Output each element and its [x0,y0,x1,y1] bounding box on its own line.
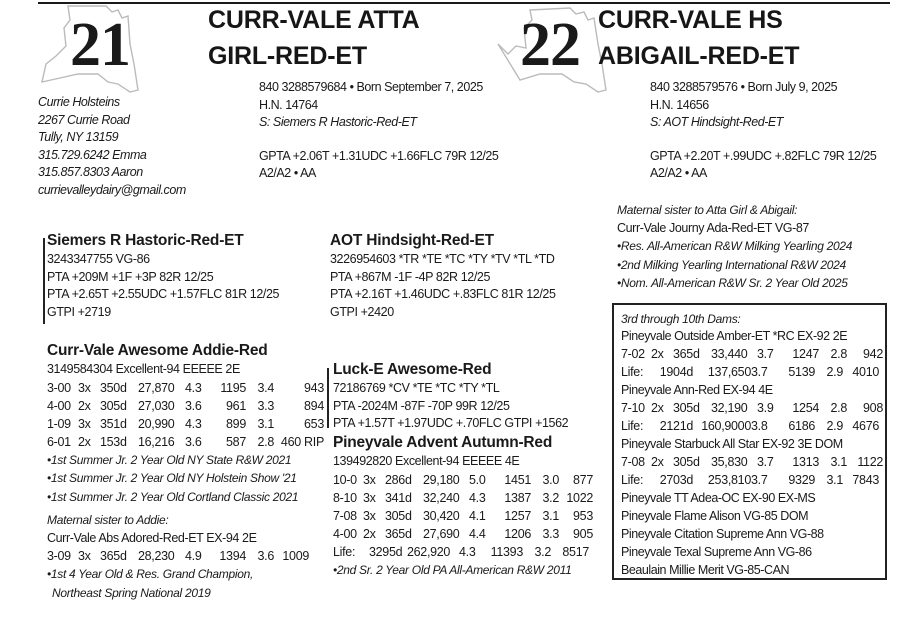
granddam-record-row-cell: 3.2 [542,490,559,505]
dam-record-row-cell: 961 [226,398,246,413]
dam3-life-row-cell: 5139 [788,365,815,379]
dam4-record-row-cell: 7-10 [621,401,645,415]
dam-record-row-cell: 4.3 [185,416,202,431]
sire21-line-2: PTA +209M +1F +3P 82R 12/25 [47,269,214,284]
granddam-life-row-cell: Life: [333,544,356,559]
dam-record-row-cell: 3.6 [185,434,202,449]
dam3-record-row-cell: 7-02 [621,347,645,361]
granddam-record-row-cell: 1257 [504,508,531,523]
mgs-name: Luck-E Awesome-Red [333,361,492,378]
maternal-addie-record-row-cell: 28,230 [138,549,175,563]
maternal-addie-record [47,547,337,565]
dam-record-row-cell: 350d [100,380,127,395]
granddam-id-line: 139492820 Excellent-94 EEEEE 4E [333,454,520,468]
lot-number-22: 22 [520,11,580,79]
dam-records [47,379,327,451]
consignor-address2: Tully, NY 13159 [38,130,119,144]
dam3-life-row-cell: Life: [621,365,644,379]
maternal-addie-record-row-cell: 3-09 [47,549,71,563]
lot22-gpta: GPTA +2.20T +.99UDC +.82FLC 79R 12/25 [650,148,877,163]
granddam-record-row-cell: 2x [363,526,376,541]
granddam-record-row [333,525,613,543]
granddam-record-row-cell: 953 [573,508,593,523]
dam3-record-row-cell: 2x [651,347,664,361]
lot21-reg-born: 840 3288579684 • Born September 7, 2025 [259,80,483,94]
dam-block [47,341,327,506]
granddam-life-row [333,543,613,561]
dam4-record-row-cell: 305d [673,401,700,415]
granddam-record-row-cell: 877 [573,472,593,487]
granddam-record-row-cell: 3x [363,490,376,505]
lot21-title-line1: CURR-VALE ATTA [208,6,420,34]
granddam-record-row-cell: 10-0 [333,472,357,487]
sire21-line-4: GTPI +2719 [47,304,111,319]
dam-record-row-cell: 3.1 [257,416,274,431]
dam-record-row-cell: 4.3 [185,380,202,395]
dam-record-row-cell: 943 [304,380,324,395]
dam4-record-row [621,399,883,417]
maternal-addie-label: Maternal sister to Addie: [47,513,169,527]
dam-record-row-cell: 2x [78,434,91,449]
dam4-life-row-cell: Life: [621,419,644,433]
dam5-life-row [621,471,883,489]
dam4-record-row-cell: 1254 [792,401,819,415]
consignor-email: currievalleydairy@gmail.com [38,182,186,197]
dam-id-line: 3149584304 Excellent-94 EEEEE 2E [47,362,240,376]
lot22-sire: S: AOT Hindsight-Red-ET [650,115,783,129]
sire22-name: AOT Hindsight-Red-ET [330,232,494,249]
mgs-line-3: PTA +1.57T +1.97UDC +.70FLC GTPI +1562 [333,416,569,430]
dam3-record-row [621,345,883,363]
dam4-life-row-cell: 4676 [852,419,879,433]
maternal-addie-name: Curr-Vale Abs Adored-Red-ET EX-94 2E [47,530,257,545]
lot-number-21: 21 [70,11,130,79]
mgs-line-1: 72186769 *CV *TE *TC *TY *TL [333,381,500,395]
dam4-name: Pineyvale Ann-Red EX-94 4E [621,383,773,397]
granddam-record-row-cell: 3.0 [542,472,559,487]
lot22-title-line1: CURR-VALE HS [598,6,783,34]
sire22-line-3: PTA +2.16T +1.46UDC +.83FLC 81R 12/25 [330,287,556,301]
dam5-records [621,453,883,489]
dam7-name: Pineyvale Flame Alison VG-85 DOM [621,509,809,523]
granddam-record-row-cell: 905 [573,526,593,541]
sire21-name: Siemers R Hastoric-Red-ET [47,232,244,249]
dam5-life-row-cell: 9329 [788,473,815,487]
dam5-life-row-cell: 3.1 [826,473,843,487]
dam5-record-row-cell: 305d [673,455,700,469]
dam3-record-row-cell: 2.8 [830,347,847,361]
dam3-record-row-cell: 33,440 [711,347,748,361]
dam-record-row-cell: 2x [78,398,91,413]
dam-record-row [47,415,327,433]
granddam-record-row-cell: 7-08 [333,508,357,523]
dam5-life-row-cell: 253,810 [707,473,751,487]
granddam-record-row-cell: 341d [385,490,412,505]
granddam-life-row-cell: 3.2 [534,544,551,559]
dam4-record-row-cell: 2x [651,401,664,415]
dam3-life-row-cell: 137,650 [707,365,751,379]
dam10-name: Beaulain Millie Merit VG-85-CAN [621,563,790,577]
dam-record-row [47,379,327,397]
granddam-record-row-cell: 3.3 [542,526,559,541]
dam4-life-row-cell: 3.8 [751,419,768,433]
maternal-sister-note-2: •2nd Milking Yearling International R&W 2024 [617,257,846,272]
dam-record-row-cell: 3.6 [185,398,202,413]
dam-record-row-cell: 20,990 [138,416,175,431]
dam-record-row-cell: 351d [100,416,127,431]
dam-record-row-cell: 899 [226,416,246,431]
mgs-line-2: PTA -2024M -87F -70P 99R 12/25 [333,398,510,413]
lot21-title-line2: GIRL-RED-ET [208,42,367,70]
granddam-record-row-cell: 4-00 [333,526,357,541]
dam-record-row-cell: 3.4 [257,380,274,395]
granddam-life-row-cell: 4.3 [459,544,476,559]
dam5-record-row-cell: 1122 [857,455,883,469]
dam-note-3: •1st Summer Jr. 2 Year Old Cortland Classic 2021 [47,489,299,504]
granddam-record-row-cell: 30,420 [423,508,460,523]
dam4-record-row-cell: 908 [863,401,883,415]
granddam-record-row-cell: 4.4 [469,526,486,541]
granddam-records [333,471,613,561]
mgs-block [333,360,603,433]
granddam-record-row [333,471,613,489]
granddam-record-row-cell: 1387 [504,490,531,505]
dam-record-row-cell: 1195 [220,380,246,395]
dam-record-row-cell: 460 RIP [280,434,324,449]
dam5-life-row-cell: Life: [621,473,644,487]
dam5-record-row-cell: 2x [651,455,664,469]
granddam-life-row-cell: 11393 [490,544,523,559]
dam3-record-row-cell: 1247 [792,347,819,361]
dam-record-row-cell: 16,216 [138,434,175,449]
dam3-life-row-cell: 3.7 [751,365,768,379]
granddam-record-row-cell: 4.1 [469,508,486,523]
dam-record-row-cell: 6-01 [47,434,71,449]
lot22-reg-born: 840 3288579576 • Born July 9, 2025 [650,80,838,94]
dam-record-row-cell: 587 [226,434,246,449]
dam5-life-row-cell: 3.7 [751,473,768,487]
granddam-note-1: •2nd Sr. 2 Year Old PA All-American R&W 2011 [333,562,572,577]
dams-box-label: 3rd through 10th Dams: [621,312,741,326]
dam4-life-row-cell: 160,9000 [701,419,751,433]
consignor-address1: 2267 Currie Road [38,112,130,127]
dam4-record-row-cell: 32,190 [711,401,748,415]
granddam-record-row-cell: 3.1 [542,508,559,523]
granddam-record-row [333,489,613,507]
sire22-block [330,231,610,321]
dam8-name: Pineyvale Citation Supreme Ann VG-88 [621,527,824,541]
granddam-record-row-cell: 1206 [504,526,531,541]
maternal-addie-record-row [47,547,337,565]
dam4-life-row [621,417,883,435]
dam3-life-row [621,363,883,381]
dam5-record-row-cell: 35,830 [711,455,748,469]
lot21-hn: H.N. 14764 [259,97,318,112]
maternal-sister-label: Maternal sister to Atta Girl & Abigail: [617,203,798,217]
dam3-record-row-cell: 3.7 [757,347,774,361]
granddam-record-row [333,507,613,525]
dam4-life-row-cell: 6186 [788,419,815,433]
dam3-record-row-cell: 942 [863,347,883,361]
dam3-name: Pineyvale Outside Amber-ET *RC EX-92 2E [621,329,848,343]
sire21-line-3: PTA +2.65T +2.55UDC +1.57FLC 81R 12/25 [47,287,280,301]
maternal-sister-name: Curr-Vale Journy Ada-Red-ET VG-87 [617,220,809,235]
dam5-life-row-cell: 2703d [659,473,693,487]
lot22-info [650,79,910,183]
dam5-record-row-cell: 3.7 [757,455,774,469]
granddam-record-row-cell: 4.3 [469,490,486,505]
dam-note-2: •1st Summer Jr. 2 Year Old NY Holstein Show '21 [47,471,297,485]
granddam-record-row-cell: 305d [385,508,412,523]
granddam-life-row-cell: 262,920 [407,544,451,559]
sire22-line-4: GTPI +2420 [330,304,394,319]
dam-record-row [47,433,327,451]
dam-record-row-cell: 153d [100,434,127,449]
dam-record-row-cell: 4-00 [47,398,71,413]
granddam-record-row-cell: 3x [363,508,376,523]
dam5-record-row-cell: 1313 [792,455,819,469]
lot21-genotype: A2/A2 • AA [259,166,316,180]
granddam-name: Pineyvale Advent Autumn-Red [333,434,553,451]
granddam-record-row-cell: 286d [385,472,412,487]
sire21-bar [43,238,45,324]
dam4-life-row-cell: 2.9 [826,419,843,433]
sire22-line-2: PTA +867M -1F -4P 82R 12/25 [330,269,491,284]
lot21-sire: S: Siemers R Hastoric-Red-ET [259,115,417,129]
dam4-life-row-cell: 2121d [659,419,693,433]
dam5-record-row-cell: 7-08 [621,455,645,469]
consignor-phone1: 315.729.6242 Emma [38,147,147,162]
lot21-gpta: GPTA +2.06T +1.31UDC +1.66FLC 79R 12/25 [259,148,499,163]
granddam-record-row-cell: 29,180 [423,472,460,487]
dam-record-row [47,397,327,415]
lot22-hn: H.N. 14656 [650,97,709,112]
lot22-genotype: A2/A2 • AA [650,166,707,180]
granddam-block [333,433,613,579]
dam3-records [621,345,883,381]
dam-record-row-cell: 1-09 [47,416,71,431]
dam5-record-row [621,453,883,471]
consignor-block [38,94,208,199]
dam-record-row-cell: 3x [78,416,91,431]
maternal-addie-note-1: •1st 4 Year Old & Res. Grand Champion, [47,567,254,581]
dam-note-1: •1st Summer Jr. 2 Year Old NY State R&W 2021 [47,452,292,467]
dam-record-row-cell: 653 [304,416,324,431]
dam3-life-row-cell: 1904d [659,365,693,379]
dam-record-row-cell: 3x [78,380,91,395]
dam-record-row-cell: 305d [100,398,127,413]
dam-record-row-cell: 3.3 [257,398,274,413]
consignor-name: Currie Holsteins [38,95,120,109]
dam4-records [621,399,883,435]
granddam-record-row-cell: 32,240 [423,490,460,505]
granddam-record-row-cell: 5.0 [469,472,486,487]
dam-record-row-cell: 3-00 [47,380,71,395]
maternal-addie-block [47,511,337,602]
sire22-line-1: 3226954603 *TR *TE *TC *TY *TV *TL *TD [330,252,555,266]
granddam-record-row-cell: 3x [363,472,376,487]
dam-record-row-cell: 27,870 [138,380,175,395]
dam3-life-row-cell: 4010 [852,365,879,379]
lot21-info [259,79,599,183]
maternal-addie-record-row-cell: 3x [78,549,91,563]
mgs-bar [327,368,329,428]
dam6-name: Pineyvale TT Adea-OC EX-90 EX-MS [621,491,816,505]
granddam-record-row-cell: 1451 [504,472,531,487]
maternal-sister-note-1: •Res. All-American R&W Milking Yearling 2024 [617,239,853,253]
dams-box [612,303,887,580]
maternal-sister-block [617,201,907,293]
sire21-line-1: 3243347755 VG-86 [47,252,150,266]
granddam-life-row-cell: 3295d [369,544,403,559]
maternal-addie-record-row-cell: 1394 [219,549,246,563]
dam4-record-row-cell: 3.9 [757,401,774,415]
granddam-record-row-cell: 365d [385,526,412,541]
maternal-addie-record-row-cell: 365d [100,549,127,563]
maternal-addie-record-row-cell: 4.9 [185,549,202,563]
maternal-addie-record-row-cell: 1009 [282,549,309,563]
dam5-name: Pineyvale Starbuck All Star EX-92 3E DOM [621,437,843,451]
granddam-record-row-cell: 8-10 [333,490,357,505]
sire21-block [47,231,327,321]
lot22-title-line2: ABIGAIL-RED-ET [598,42,800,70]
granddam-life-row-cell: 8517 [562,544,589,559]
maternal-sister-note-3: •Nom. All-American R&W Sr. 2 Year Old 2025 [617,276,848,290]
maternal-addie-note-2: Northeast Spring National 2019 [52,585,211,600]
dam5-record-row-cell: 3.1 [830,455,847,469]
maternal-addie-record-row-cell: 3.6 [257,549,274,563]
dam9-name: Pineyvale Texal Supreme Ann VG-86 [621,545,812,559]
dam4-record-row-cell: 2.8 [830,401,847,415]
granddam-record-row-cell: 1022 [566,490,593,505]
consignor-phone2: 315.857.8303 Aaron [38,165,143,179]
dam-record-row-cell: 27,030 [138,398,175,413]
dam3-life-row-cell: 2.9 [826,365,843,379]
dam5-life-row-cell: 7843 [852,473,879,487]
dam-name: Curr-Vale Awesome Addie-Red [47,342,268,359]
granddam-record-row-cell: 27,690 [423,526,460,541]
dam-record-row-cell: 894 [304,398,324,413]
dam-record-row-cell: 2.8 [257,434,274,449]
dam3-record-row-cell: 365d [673,347,700,361]
